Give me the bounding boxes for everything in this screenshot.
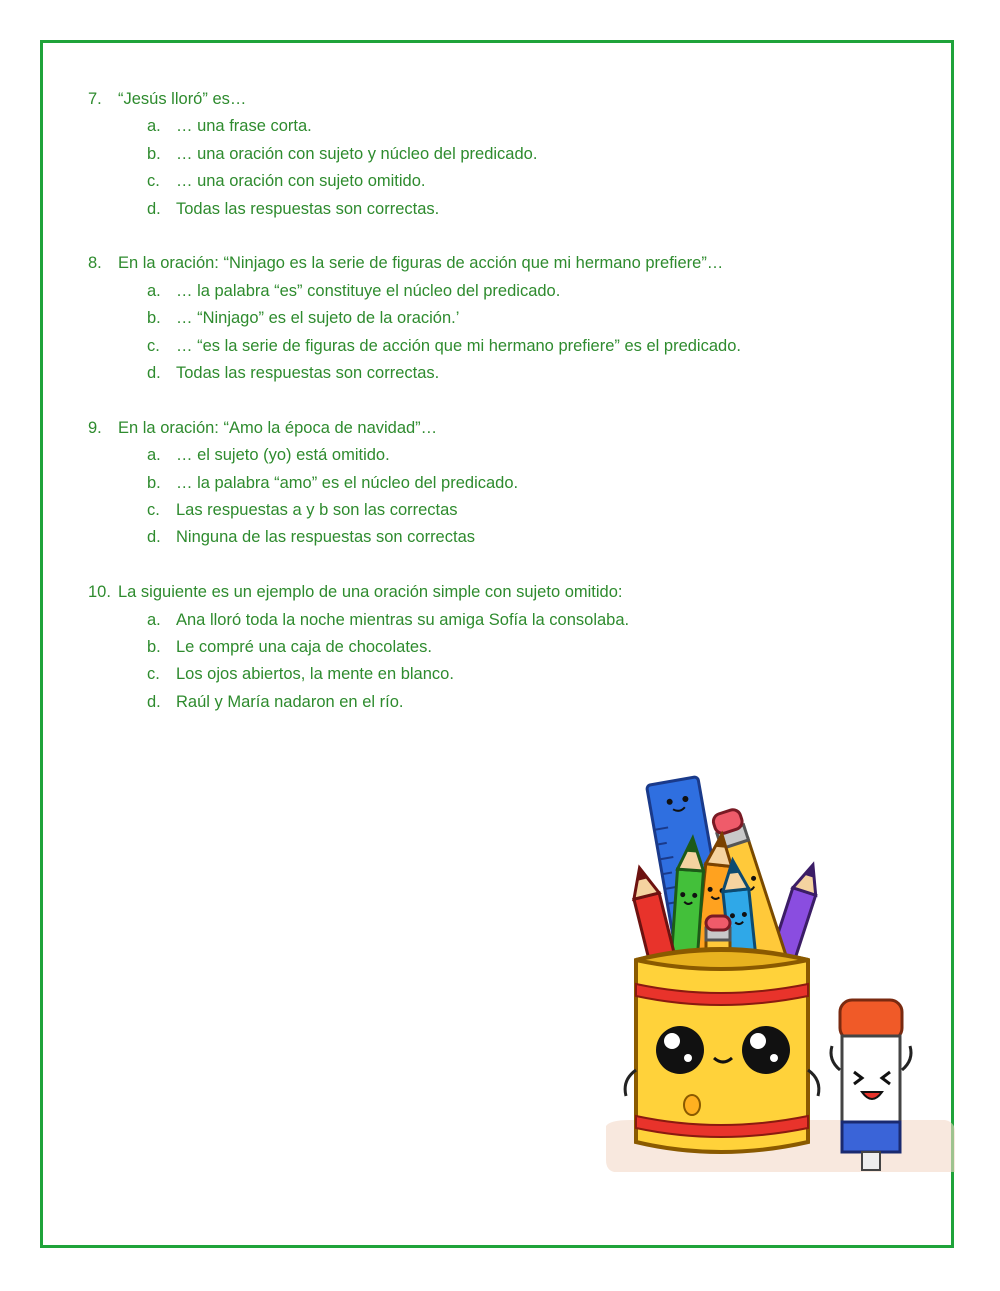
option-text: Todas las respuestas son correctas.: [176, 364, 440, 383]
option-d[interactable]: [88, 689, 928, 716]
option-c[interactable]: [88, 168, 928, 195]
option-text: Ninguna de las respuestas son correctas: [176, 528, 475, 547]
question-line: [88, 579, 928, 606]
option-b[interactable]: [88, 141, 928, 168]
option-a[interactable]: [88, 278, 928, 305]
option-text: Las respuestas a y b son las correctas: [176, 501, 458, 520]
option-text: … una oración con sujeto omitido.: [176, 172, 426, 191]
option-text: Raúl y María nadaron en el río.: [176, 692, 404, 711]
question-line: [88, 250, 928, 277]
option-a[interactable]: [88, 113, 928, 140]
option-d[interactable]: [88, 196, 928, 223]
question-number: 9.: [88, 418, 102, 437]
option-letter: b.: [147, 144, 161, 163]
option-text: … la palabra “amo” es el núcleo del predicado.: [176, 473, 519, 492]
option-b[interactable]: [88, 470, 928, 497]
option-text: Los ojos abiertos, la mente en blanco.: [176, 665, 454, 684]
question-line: [88, 86, 928, 113]
option-a[interactable]: [88, 607, 928, 634]
option-c[interactable]: [88, 661, 928, 688]
question-8: [88, 250, 928, 387]
option-text: … una frase corta.: [176, 117, 312, 136]
option-letter: d.: [147, 199, 161, 218]
option-letter: c.: [147, 501, 160, 520]
option-letter: d.: [147, 528, 161, 547]
option-letter: b.: [147, 638, 161, 657]
option-text: Todas las respuestas son correctas.: [176, 199, 440, 218]
option-letter: b.: [147, 473, 161, 492]
option-text: … la palabra “es” constituye el núcleo del predicado.: [176, 281, 561, 300]
question-text: En la oración: “Amo la época de navidad”…: [118, 418, 438, 437]
question-number: 7.: [88, 90, 102, 108]
option-d[interactable]: [88, 524, 928, 551]
option-letter: d.: [147, 692, 161, 711]
question-text: En la oración: “Ninjago es la serie de figuras de acción que mi hermano prefiere”…: [118, 254, 724, 273]
pencil-cup-illustration: [600, 770, 960, 1180]
option-letter: a.: [147, 446, 161, 465]
option-letter: c.: [147, 336, 160, 355]
option-letter: b.: [147, 309, 161, 328]
option-letter: c.: [147, 172, 160, 191]
question-9: [88, 415, 928, 552]
option-text: … el sujeto (yo) está omitido.: [176, 446, 390, 465]
question-number: 10.: [88, 583, 111, 602]
glue-stick-icon: [831, 1000, 911, 1170]
option-b[interactable]: [88, 305, 928, 332]
option-text: … “Ninjago” es el sujeto de la oración.’: [176, 309, 460, 328]
option-letter: a.: [147, 610, 161, 629]
option-letter: d.: [147, 364, 161, 383]
question-7: [88, 86, 928, 223]
option-letter: a.: [147, 117, 161, 136]
pencil-cup-icon: [625, 949, 819, 1152]
question-text: “Jesús lloró” es…: [118, 90, 247, 108]
question-text: La siguiente es un ejemplo de una oración simple con sujeto omitido:: [118, 583, 623, 602]
option-d[interactable]: [88, 360, 928, 387]
option-text: … una oración con sujeto y núcleo del predicado.: [176, 144, 538, 163]
option-c[interactable]: [88, 333, 928, 360]
option-text: Le compré una caja de chocolates.: [176, 638, 432, 657]
question-number: 8.: [88, 254, 102, 273]
option-letter: a.: [147, 281, 161, 300]
option-text: Ana lloró toda la noche mientras su amiga Sofía la consolaba.: [176, 610, 630, 629]
quiz-questions: [88, 86, 928, 744]
option-c[interactable]: [88, 497, 928, 524]
option-letter: c.: [147, 665, 160, 684]
option-a[interactable]: [88, 442, 928, 469]
question-line: [88, 415, 928, 442]
question-10: [88, 579, 928, 716]
option-text: … “es la serie de figuras de acción que mi hermano prefiere” es el predicado.: [176, 336, 741, 355]
option-b[interactable]: [88, 634, 928, 661]
